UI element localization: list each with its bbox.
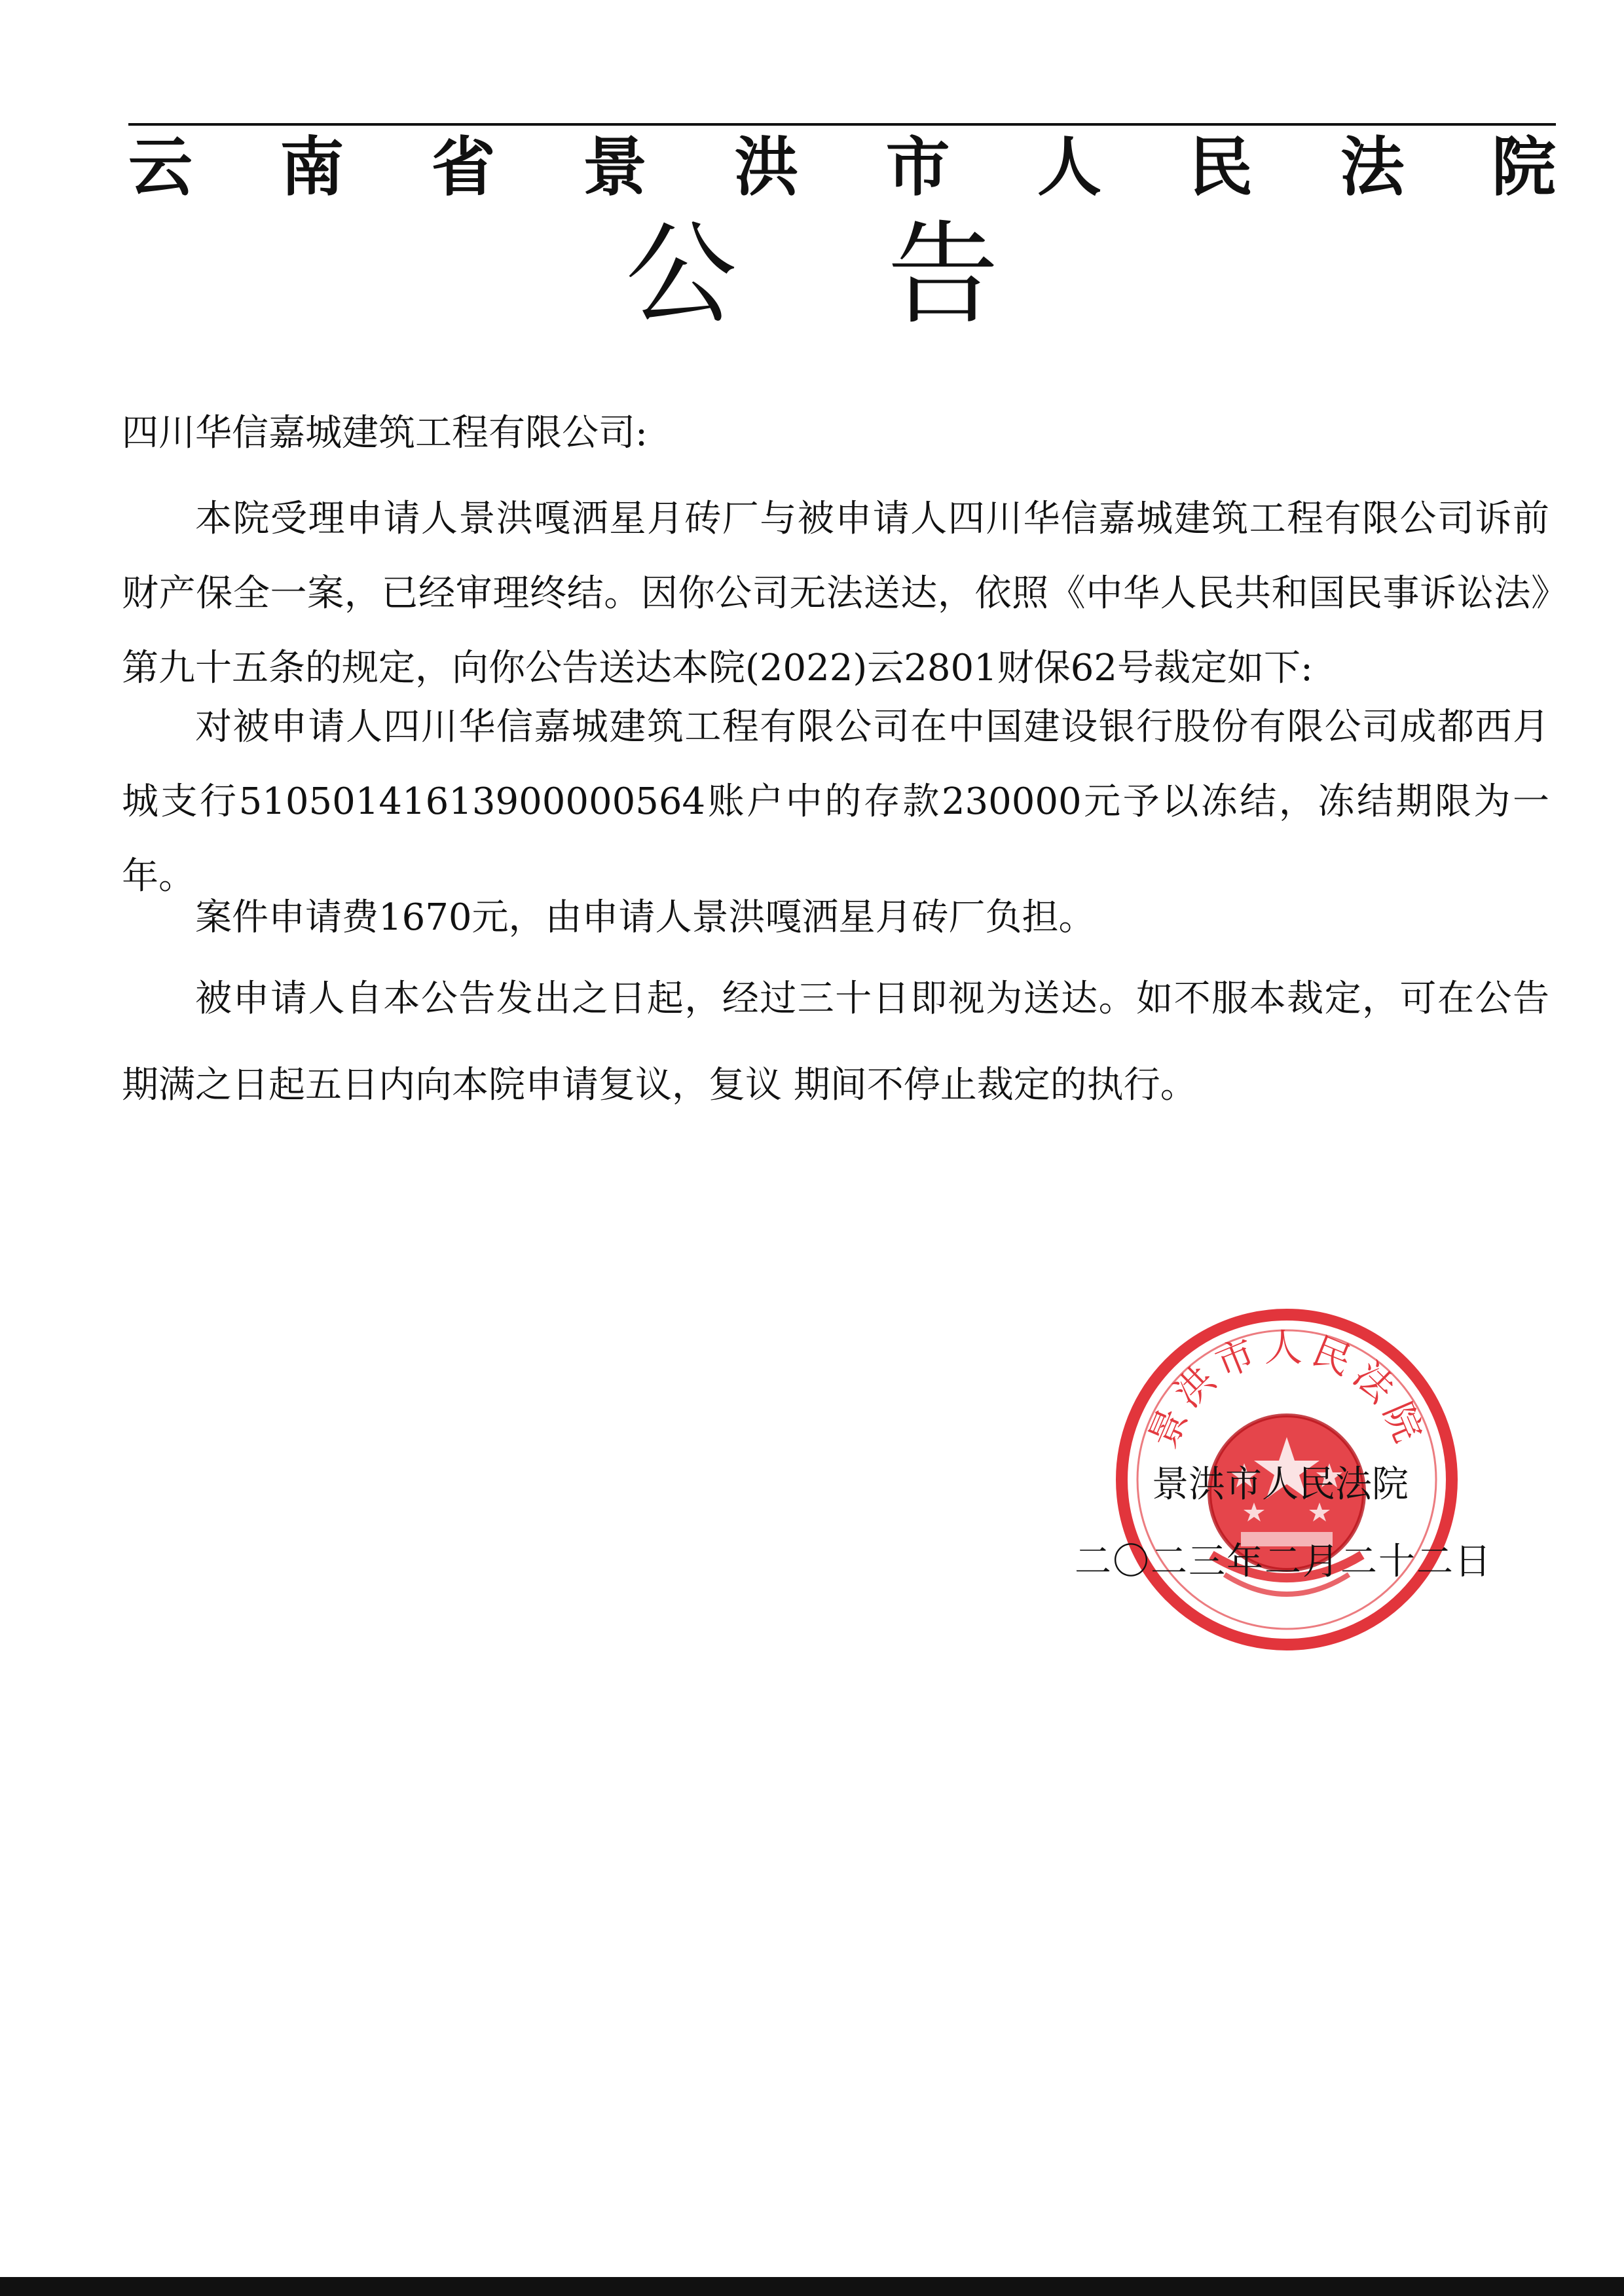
court-name-char: 法 bbox=[1340, 130, 1405, 205]
court-name-char: 景 bbox=[582, 130, 647, 205]
addressee: 四川华信嘉城建筑工程有限公司: bbox=[122, 412, 648, 454]
seal-text: 景洪市人民法院 bbox=[1140, 1325, 1433, 1455]
court-name-char: 市 bbox=[885, 130, 950, 205]
court-name-char: 人 bbox=[1037, 130, 1101, 205]
court-name-char: 云 bbox=[128, 130, 193, 205]
header-rule bbox=[128, 123, 1556, 126]
court-name-char: 院 bbox=[1491, 130, 1556, 205]
court-name-header bbox=[128, 128, 1556, 207]
signature-date: 二〇二三年二月二十二日 bbox=[1075, 1540, 1492, 1583]
document-title: 公告 bbox=[625, 210, 1149, 340]
court-name-char: 省 bbox=[431, 130, 496, 205]
body-paragraph: 被申请人自本公告发出之日起，经过三十日即视为送达。如不服本裁定，可在公告期满之日起五日内向本院申请复议，复议 期间不停止裁定的执行。 bbox=[122, 977, 1549, 1106]
issuer-signature: 景洪市人民法院 bbox=[1152, 1463, 1409, 1506]
court-name-char: 南 bbox=[280, 130, 344, 205]
court-name-char: 民 bbox=[1189, 130, 1253, 205]
body-paragraph: 对被申请人四川华信嘉城建筑工程有限公司在中国建设银行股份有限公司成都西月城支行51050141613900000564账户中的存款230000元予以冻结，冻结期限为一年。 bbox=[122, 706, 1549, 898]
scan-bottom-edge bbox=[0, 2277, 1624, 2296]
body-paragraph: 案件申请费1670元，由申请人景洪嘎洒星月砖厂负担。 bbox=[195, 896, 1096, 939]
body-paragraph: 本院受理申请人景洪嘎洒星月砖厂与被申请人四川华信嘉城建筑工程有限公司诉前财产保全一案，已经审理终结。因你公司无法送达，依照《中华人民共和国民事诉讼法》第九十五条的规定，向你公告送达本院(2022)云2801财保62号裁定如下: bbox=[122, 498, 1549, 689]
court-name-char: 洪 bbox=[734, 130, 799, 205]
